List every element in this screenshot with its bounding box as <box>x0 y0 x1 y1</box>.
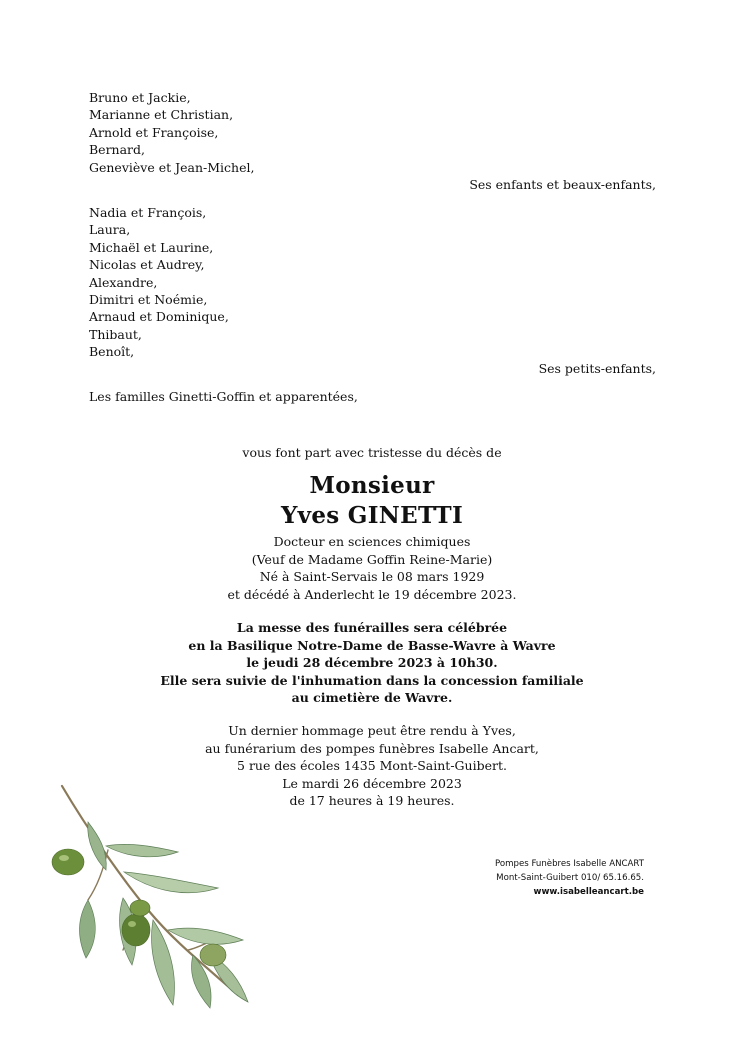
families-text: Les familles Ginetti-Goffin et apparentées, <box>89 389 358 404</box>
grandchildren-item: Michaël et Laurine, <box>89 239 214 255</box>
funeral-home-footer <box>495 857 644 899</box>
grandchildren-item: Alexandre, <box>89 274 158 290</box>
footer-address: Mont-Saint-Guibert 010/ 65.16.65. <box>496 873 644 883</box>
children-item: Geneviève et Jean-Michel, <box>89 159 255 175</box>
grandchildren-item: Arnaud et Dominique, <box>89 309 229 325</box>
detail-line: Né à Saint-Servais le 08 mars 1929 <box>259 569 485 584</box>
olive-branch-icon <box>28 780 268 1020</box>
funeral-line: au cimetière de Wavre. <box>291 690 453 705</box>
grandchildren-item: Benoît, <box>89 344 135 360</box>
deceased-title: Monsieur <box>309 472 435 499</box>
tribute-line: au funérarium des pompes funèbres Isabelle Ancart, <box>205 740 539 756</box>
deceased-block <box>0 471 744 531</box>
grandchildren-item: Laura, <box>89 222 131 238</box>
funeral-line: le jeudi 28 décembre 2023 à 10h30. <box>246 655 498 670</box>
children-item: Marianne et Christian, <box>89 107 234 123</box>
announcement: vous font part avec tristesse du décès de <box>242 445 502 460</box>
detail-line: (Veuf de Madame Goffin Reine-Marie) <box>251 551 493 567</box>
footer-company: Pompes Funèbres Isabelle ANCART <box>494 859 644 869</box>
detail-line: et décédé à Anderlecht le 19 décembre 2023. <box>227 586 517 602</box>
tribute-line: de 17 heures à 19 heures. <box>289 793 455 808</box>
grandchildren-list <box>89 204 229 361</box>
children-item: Bernard, <box>89 142 146 158</box>
funeral-line: La messe des funérailles sera célébrée <box>236 620 508 635</box>
tribute-line: Un dernier hommage peut être rendu à Yves, <box>228 723 516 738</box>
children-item: Arnold et Françoise, <box>89 124 219 140</box>
funeral-line: Elle sera suivie de l'inhumation dans la concession familiale <box>160 672 584 688</box>
grandchildren-item: Dimitri et Noémie, <box>89 292 208 308</box>
funeral-block <box>0 619 744 707</box>
grandchildren-item: Nadia et François, <box>89 205 207 220</box>
deceased-details <box>0 533 744 603</box>
footer-website[interactable]: www.isabelleancart.be <box>533 887 644 897</box>
children-list <box>89 89 254 176</box>
tribute-line: 5 rue des écoles 1435 Mont-Saint-Guibert. <box>237 758 507 773</box>
children-item: Bruno et Jackie, <box>89 90 191 105</box>
deceased-name: Yves GINETTI <box>280 502 464 529</box>
grandchildren-item: Nicolas et Audrey, <box>89 257 205 273</box>
grandchildren-signature: Ses petits-enfants, <box>538 361 656 376</box>
families-line <box>89 388 358 405</box>
children-signature: Ses enfants et beaux-enfants, <box>469 177 656 192</box>
funeral-line: en la Basilique Notre-Dame de Basse-Wavre à Wavre <box>188 637 556 653</box>
detail-line: Docteur en sciences chimiques <box>273 534 471 549</box>
grandchildren-item: Thibaut, <box>89 326 142 342</box>
tribute-line: Le mardi 26 décembre 2023 <box>282 775 462 791</box>
